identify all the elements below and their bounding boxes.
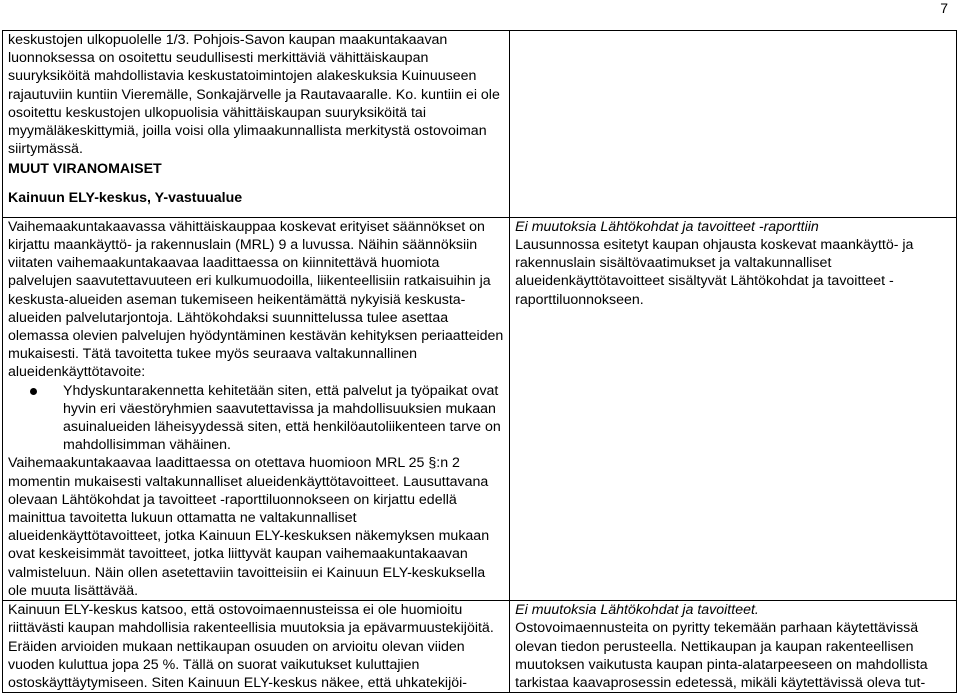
intro-row: [3, 31, 957, 218]
statement-paragraph-2: Vaihemaakuntakaavaa laadittaessa on otettava huomioon MRL 25 §:n 2 momentin mukaisesti valtakunnalliset alueidenkäyttötavoitteet. Lausuttavana olevaan Lähtökohdat ja tavoitteet -raporttiluonnokseen on kirjattu edellä mainittua tavoitetta lukuun ottamatta ne valtakunnalliset alueidenkäyttötavoitteet, jotka Kainuun ELY-keskuksen näkemyksen mukaan ovat keskeisimmät tavoitteet, jotka liittyvät kaupan vaihemaakuntakaavan valmisteluun. Näin ollen asetettaviin tavoitteisiin ei Kainuun ELY-keskuksella ole muuta lisättävää.: [8, 455, 490, 599]
objective-list: [8, 382, 504, 455]
statement-cell-1: [3, 217, 510, 600]
statement-row-2: [3, 601, 957, 693]
statement-paragraph-3: Kainuun ELY-keskus katsoo, että ostovoimaennusteissa ei ole huomioitu riittävästi kaupan mahdollisia rakenteellisia muutoksia ja epävarmuustekijöitä. Eräiden arvioiden mukaan nettikaupan osuuden on arvioitu olevan viiden vuoden kuluttua jopa 25 %. Tällä on suorat vaikutukset kuluttajien ostoskäyttäytymiseen. Siten Kainuun ELY-keskus näkee, että uhkatekijöi-: [8, 602, 494, 691]
list-item-text: Yhdyskuntarakennetta kehitetään siten, että palvelut ja työpaikat ovat hyvin eri väestöryhmien saavutettavissa ja mahdollisuuksien mukaan asuinalueiden läheisyydessä siten, että henkilöautoliikenteen tarve on mahdollisimman vähäinen.: [63, 382, 501, 454]
response-cell-1: [510, 217, 957, 600]
response-text-1: Lausunnossa esitetyt kaupan ohjausta koskevat maankäyttö- ja rakennuslain sisältövaatimukset ja valtakunnalliset alueidenkäyttötavoitteet sisältyvät Lähtökohdat ja tavoitteet -raporttiluonnokseen.: [515, 237, 914, 308]
intro-cell: [3, 31, 510, 218]
authority-heading: Kainuun ELY-keskus, Y-vastuualue: [8, 189, 243, 206]
list-item: [63, 382, 504, 455]
intro-text: keskustojen ulkopuolelle 1/3. Pohjois-Savon kaupan maakuntakaavan luonnoksessa on osoitettu seudullisesti merkittäviä vähittäiskaupan suuryksiköitä mahdollistavia keskustatoimintojen alakeskuksia Kuinuuseen rajautuviin kuntiin Vieremälle, Sonkajärvelle ja Rautavaaralle. Ko. kuntiin ei ole osoitettu keskustojen ulkopuolisia vähittäiskaupan suuryksiköitä tai myymäläkeskittymiä, joilla voisi olla ylimaakunnallista merkitystä ostovoiman siirtymässä.: [8, 32, 500, 158]
statement-paragraph-1: Vaihemaakuntakaavassa vähittäiskauppaa koskevat erityiset säännökset on kirjattu maankäyttö- ja rakennuslain (MRL) 9 a luvussa. Näihin säännöksiin viitaten vaihemaakuntakaavaa laadittaessa on kiinnitettävä huomiota palvelujen saavutettavuuteen eri kulkumuodoilla, liikenteellisiin ratkaisuihin ja keskusta-alueiden aseman tukemiseen heikentämättä nykyisiä keskusta-alueiden palvelutarjontoja. Lähtökohdaksi suunnittelussa tulee asettaa olemassa olevien palvelujen hyödyntäminen kestävän kehityksen periaatteiden mukaisesti. Tätä tavoitetta tukee myös seuraava valtakunnallinen alueidenkäyttötavoite:: [8, 218, 504, 381]
statement-row-1: [3, 217, 957, 600]
response-title-1: Ei muutoksia Lähtökohdat ja tavoitteet -raporttiin: [515, 218, 819, 235]
response-title-2: Ei muutoksia Lähtökohdat ja tavoitteet.: [515, 602, 759, 619]
statement-cell-2: [3, 601, 510, 693]
response-cell-2: [510, 601, 957, 693]
page-number: 7: [940, 0, 948, 16]
statement-table: [2, 30, 957, 693]
response-text-2: Ostovoimaennusteita on pyritty tekemään parhaan käytettävissä olevan tiedon perusteella. Nettikaupan ja kaupan rakenteellisen muutoksen vaikutusta kaupan pinta-alatarpeeseen on mahdollista tarkistaa kaavaprosessin edetessä, mikäli käytettävissä oleva tut-: [515, 620, 928, 691]
bullet-icon: [30, 388, 37, 395]
section-heading: MUUT VIRANOMAISET: [8, 161, 162, 178]
intro-response-cell: [510, 31, 957, 218]
